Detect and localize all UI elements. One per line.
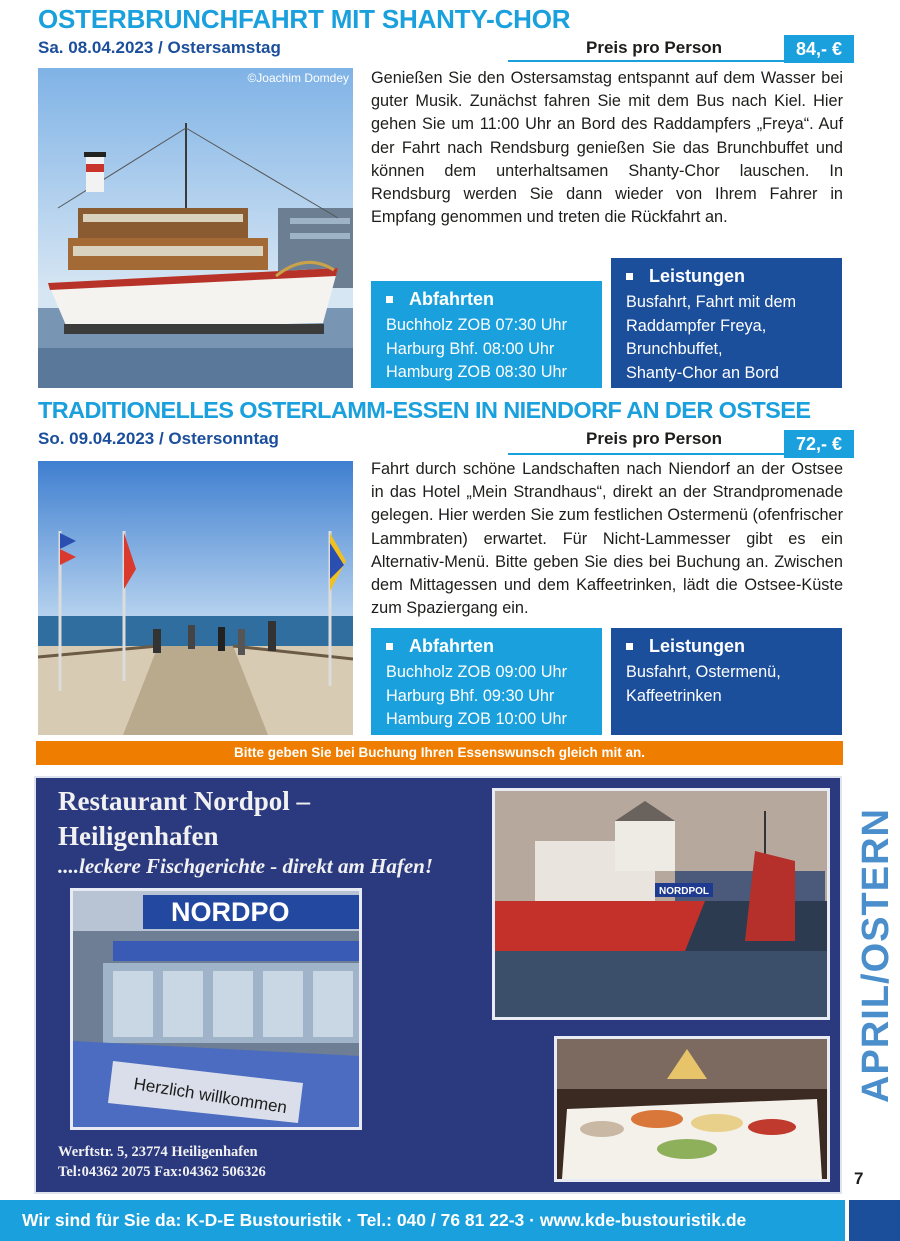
trip1-price: 84,- € bbox=[784, 35, 854, 63]
trip1-price-label: Preis pro Person bbox=[586, 38, 723, 57]
trip1-photo-paddle-steamer bbox=[38, 68, 353, 388]
buffet-illustration bbox=[557, 1039, 827, 1179]
trip2-service-line: Busfahrt, Ostermenü, bbox=[626, 663, 781, 681]
trip2-departure-line: Harburg Bhf. 09:30 Uhr bbox=[386, 686, 555, 705]
bullet-square-icon bbox=[626, 643, 633, 650]
ad-photo-harbour bbox=[492, 788, 830, 1020]
trip2-departure-line: Hamburg ZOB 10:00 Uhr bbox=[386, 710, 567, 728]
restaurant-front-illustration bbox=[73, 891, 359, 1127]
trip2-departures-heading: Abfahrten bbox=[386, 636, 592, 657]
bullet-square-icon bbox=[626, 273, 633, 280]
trip2-description: Fahrt durch schöne Landschaften nach Niendorf an der Ostsee in das Hotel „Mein Strandhaus“, direkt an der Strandpromenade gelegen. Hier werden Sie zum festlichen Ostermenü (ofenfrischer Lammbraten) erwartet. Für Nicht-Lammesser gibt es ein Alternativ-Menü. Bitte geben Sie dies bei Buchung an. Zwischen dem Mittagessen und dem Kaffeetrinken, lädt die Ostsee-Küste zum Spaziergang ein. bbox=[371, 460, 843, 618]
trip1-services-heading: Leistungen bbox=[626, 266, 832, 287]
page-number: 7 bbox=[854, 1169, 864, 1188]
trip1-departure-line: Harburg Bhf. 08:00 Uhr bbox=[386, 339, 555, 358]
trip1-departure-line: Hamburg ZOB 08:30 Uhr bbox=[386, 363, 567, 381]
trip2-price: 72,- € bbox=[784, 430, 854, 458]
trip1-departures-box bbox=[371, 281, 602, 388]
trip2-date: So. 09.04.2023 / Ostersonntag bbox=[38, 429, 279, 448]
paddle-steamer-illustration bbox=[38, 68, 353, 388]
trip2-photo-pier bbox=[38, 461, 353, 735]
trip1-title: OSTERBRUNCHFAHRT MIT SHANTY-CHOR bbox=[38, 4, 571, 34]
ad-title: Restaurant Nordpol – Heiligenhafen bbox=[58, 786, 311, 851]
boat-label-text: NORDPOL bbox=[659, 886, 709, 897]
pier-illustration bbox=[38, 461, 353, 735]
trip2-price-rule bbox=[508, 453, 786, 455]
trip2-departures-box bbox=[371, 628, 602, 735]
trip2-services-box bbox=[611, 628, 842, 735]
section-side-label: APRIL/OSTERN bbox=[854, 807, 897, 1103]
trip1-date: Sa. 08.04.2023 / Ostersamstag bbox=[38, 38, 281, 57]
trip1-service-line: Raddampfer Freya, bbox=[626, 316, 767, 335]
trip1-services-box bbox=[611, 258, 842, 388]
trip1-service-line: Busfahrt, Fahrt mit dem bbox=[626, 293, 797, 311]
trip2-departure-line: Buchholz ZOB 09:00 Uhr bbox=[386, 663, 567, 681]
trip1-service-line: Shanty-Chor an Bord bbox=[626, 363, 779, 382]
trip1-departures-heading: Abfahrten bbox=[386, 289, 592, 310]
ad-photo-restaurant-front bbox=[70, 888, 362, 1130]
trip2-price-label: Preis pro Person bbox=[586, 429, 723, 448]
footer-contact-bar: Wir sind für Sie da: K-D-E Bustouristik · Tel.: 040 / 76 81 22-3 · www.kde-bustouristik.de bbox=[0, 1200, 845, 1241]
footer-accent-block bbox=[849, 1200, 900, 1241]
harbour-illustration bbox=[495, 791, 827, 1017]
bullet-square-icon bbox=[386, 643, 393, 650]
meal-notice-bar: Bitte geben Sie bei Buchung Ihren Essenswunsch gleich mit an. bbox=[36, 741, 843, 765]
restaurant-advertisement bbox=[34, 776, 842, 1194]
trip1-departure-line: Buchholz ZOB 07:30 Uhr bbox=[386, 316, 567, 334]
bullet-square-icon bbox=[386, 296, 393, 303]
welcome-sign-text: Herzlich willkommen bbox=[132, 1074, 289, 1118]
trip1-price-rule bbox=[508, 60, 786, 62]
ad-slogan: ....leckere Fischgerichte - direkt am Hafen! bbox=[58, 854, 434, 878]
trip1-description: Genießen Sie den Ostersamstag entspannt auf dem Wasser bei guter Musik. Zunächst fahren Sie mit dem Bus nach Kiel. Hier gehen Sie um 11:00 Uhr an Bord des Raddampfers „Freya“. Auf der Fahrt nach Rendsburg genießen Sie das Brunchbuffet und können dem unterhaltsamen Shanty-Chor lauschen. In Rendsburg werden Sie dann wieder von Ihrem Fahrer in Empfang genommen und treten die Rückfahrt an. bbox=[371, 69, 843, 227]
trip1-service-line: Brunchbuffet, bbox=[626, 340, 723, 358]
trip2-services-heading: Leistungen bbox=[626, 636, 832, 657]
nordpol-sign-text: NORDPO bbox=[171, 897, 290, 927]
ad-photo-buffet bbox=[554, 1036, 830, 1182]
trip2-title: TRADITIONELLES OSTERLAMM-ESSEN IN NIENDORF AN DER OSTSEE bbox=[38, 397, 811, 423]
trip2-service-line: Kaffeetrinken bbox=[626, 686, 722, 705]
photo-credit: ©Joachim Domdey bbox=[247, 71, 349, 85]
ad-address: Werftstr. 5, 23774 Heiligenhafen Tel:04362 2075 Fax:04362 506326 bbox=[58, 1144, 266, 1180]
